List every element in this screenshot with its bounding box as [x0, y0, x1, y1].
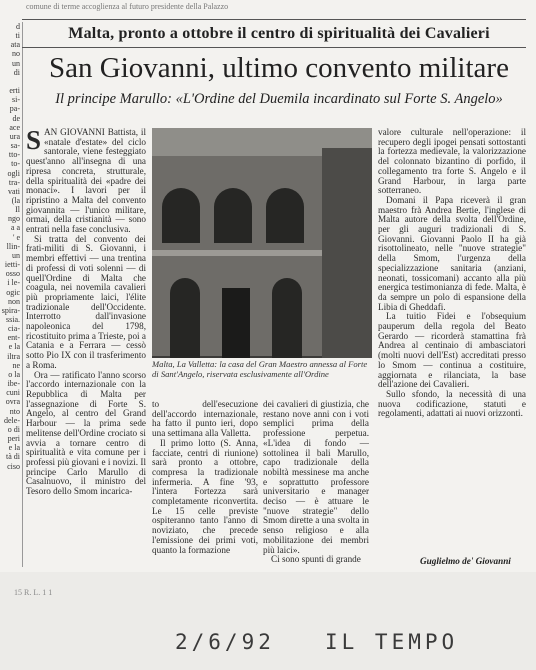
article-column-4	[378, 128, 526, 553]
paragraph: valore culturale nell'operazione: il recupero degli ipogei pensati sottostanti la fortezza medievale, la valorizzazione del colonnato bizantino di porfido, il collegamento tra forte S. Angelo e il Grand Harbour, in larga parte sotterraneo.	[378, 127, 526, 196]
left-fragment-line: Il	[15, 205, 20, 215]
left-fragment-line: iltra	[7, 351, 20, 361]
left-fragment-line: ogli	[7, 168, 20, 178]
left-fragment-line: sa-	[10, 141, 20, 151]
paragraph: dei cavalieri di giustizia, che restano nove anni con i voti semplici prima della professione perpetua. «L'idea di fondo — sottolinea il bali Marullo, capo tradizionale della nobiltà messinese ma anche e soprattutto professore universitario e manager deciso — è attuare le "nuove strategie" dello Smom dirette a una svolta in senso religioso e alla mobilitazione dei membri più laici».	[263, 399, 369, 555]
top-fragment: comune di terme accoglienza al futuro presidente della Palazzo	[26, 2, 229, 11]
left-fragment-line: ent-	[7, 333, 20, 343]
left-fragment-line: peri	[7, 434, 20, 444]
article-column-2	[152, 400, 258, 565]
left-fragment-line: spira-	[1, 305, 20, 315]
left-fragment-line: no	[12, 49, 20, 59]
left-fragment-line: ' e	[13, 232, 20, 242]
paragraph: Ora — ratificato l'anno scorso l'accordo internazionale con la Repubblica di Malta per l'assegnazione di Forte S. Angelo, al centro del Grand Harbour — la prima sede melitense dell'Ordine crociato si avvia a tornare centro di spiritualità e vita comune per i professi più giovani e i novizi. Il principe Carlo Marullo di Casalnuovo, il ministro del Tesoro dello Smom incarica-	[26, 369, 146, 497]
top-rule	[22, 19, 526, 20]
kicker-rule	[22, 47, 526, 48]
left-fragment-line: ibe-	[7, 379, 20, 389]
paragraph: Il primo lotto (S. Anna, facciate, centri di riunione) sarà pronto a ottobre, compresa la tradizionale infermeria. A fine '93, l'intera Fortezza sarà completamente riconvertita. Le 15 celle previste ospiteranno tanto l'anno di noviziato, che precede l'emissione dei primi voti, quanto la formazione	[152, 437, 258, 555]
paragraph: Domani il Papa riceverà il gran maestro frà Andrea Bertie, l'inglese di Malta autore della svolta dell'Ordine, per gli auguri tradizionali di S. Giovanni. Giovanni Paolo II ha già risottolineato, nelle "nuove strategie" della Smom, l'urgenza della specializzazione sanitaria (anziani, neonati, tossicomani) accanto alla più energica testimonianza di fede. Malta, è da sempre un polo di espansione della Libia di Gheddafi.	[378, 194, 526, 312]
left-fragment-line: erti	[9, 86, 20, 96]
left-fragment-line: d	[16, 22, 20, 31]
left-fragment-line: de	[12, 113, 20, 123]
paragraph: Ci sono spunti di grande	[271, 554, 361, 565]
paragraph: La tuitio Fidei e l'obsequium pauperum della regola del Beato Gerardo — ricorderà stamattina frà Andrea al centinaio di ambasciatori (molti nuovi dell'Est) accreditati presso lo Smom — continua a costituire, aggiornata e rilanciata, la base dell'azione dei Cavalieri.	[378, 311, 526, 390]
left-fragment-line: to-	[11, 159, 20, 169]
handwritten-date: 2/6/92	[175, 630, 275, 654]
left-fragment-line: ata	[10, 40, 20, 50]
paragraph: Sullo sfondo, la necessità di una nuova codificazione, statuti e regolamenti, adattati ai nuovi orizzonti.	[378, 388, 526, 419]
left-fragment-line: llin-	[6, 241, 20, 251]
left-fragment-line: o la	[8, 369, 20, 379]
left-fragment-line: i le-	[7, 278, 20, 288]
photo-grand-master-house	[152, 128, 372, 358]
left-fragment-line: di	[13, 67, 20, 77]
left-fragment-line: un	[12, 58, 20, 68]
drop-cap: S	[26, 125, 42, 155]
left-fragment-line: a a	[10, 223, 20, 233]
headline: San Giovanni, ultimo convento militare	[49, 52, 509, 84]
left-fragment-line	[0, 77, 22, 86]
left-fragment-line: cia-	[8, 324, 20, 334]
deck: Il principe Marullo: «L'Ordine del Duemila incardinato sul Forte S. Angelo»	[55, 91, 503, 107]
handwritten-source: IL TEMPO	[325, 630, 459, 654]
left-fragment-line: ietti-	[4, 260, 20, 270]
left-fragment-line: un	[12, 250, 20, 260]
left-fragment-line: ace	[9, 122, 20, 132]
article-column-3	[263, 400, 369, 565]
left-fragment-line: o di	[7, 424, 20, 434]
left-fragment-line: osso	[5, 269, 20, 279]
left-fragment-line: ngo	[8, 214, 20, 224]
byline: Guglielmo de' Giovanni	[420, 556, 511, 566]
left-fragment-line: tà di	[6, 452, 20, 462]
kicker: Malta, pronto a ottobre il centro di spiritualità dei Cavalieri	[68, 25, 490, 42]
paragraph: to dell'esecuzione dell'accordo internazionale, ha fatto il punto ieri, dopo una settimana alla Valletta.	[152, 399, 258, 439]
left-fragment-line: ne	[12, 360, 20, 370]
photo-caption: Malta, La Valletta: la casa del Gran Maestro annessa al Forte di Sant'Angelo, riservata esclusivamente all'Ordine	[152, 359, 368, 379]
paragraph	[26, 125, 146, 235]
left-fragment-line: ssia.	[6, 315, 20, 324]
paragraph: Si tratta del convento dei frati-militi di S. Giovanni, i membri effettivi — una trentina di professi di voti solenni — di quell'Ordine di Malta che coagula, nei novemila cavalieri più propriamente laici, l'élite tradizionale dell'Occidente. Interrotto dall'invasione napoleonica del 1798, ricostituito prima a Trieste, poi a Catania e a Ferrara — cessò sotto Pio IX con il trasferimento a Roma.	[26, 233, 146, 370]
left-fragment-line: nto	[9, 406, 20, 416]
left-fragment-line: ti	[15, 31, 20, 41]
left-fragment-line: (la	[11, 195, 20, 205]
left-fragment-line: tra-	[8, 177, 20, 187]
left-fragment-line: dele-	[4, 415, 20, 425]
left-fragment-line: ovra	[5, 397, 20, 407]
archive-stamp: 15 R. L. 1 1	[14, 588, 53, 597]
left-fragment-line: ciso	[7, 461, 20, 471]
left-fragment-line: ura	[9, 131, 20, 141]
left-fragment-line: vati	[8, 186, 20, 196]
left-fragment-line: e la	[8, 443, 20, 453]
left-fragment-line: si-	[12, 95, 20, 105]
article-column-1	[26, 125, 146, 568]
left-fragment-line: e la	[8, 342, 20, 352]
left-adjacent-column	[0, 22, 23, 567]
left-fragment-line: cuni	[6, 388, 20, 398]
left-fragment-line: ogic	[6, 287, 20, 297]
left-fragment-line: pa-	[9, 104, 20, 114]
paragraph-text: AN GIOVANNI Battista, il «natale d'estate» del ciclo santorale, viene festeggiato quest'anno all'insegna di una ripresa concreta, strutturale, della spiritualità dei «padre dei monaci». I lavori per il ripristino a Malta del convento giovannita — l'unico militare, ormai, della cristianità — sono entrati nella fase conclusiva.	[26, 127, 146, 235]
left-fragment-line: non	[8, 296, 20, 306]
left-fragment-line: tto-	[8, 150, 20, 160]
